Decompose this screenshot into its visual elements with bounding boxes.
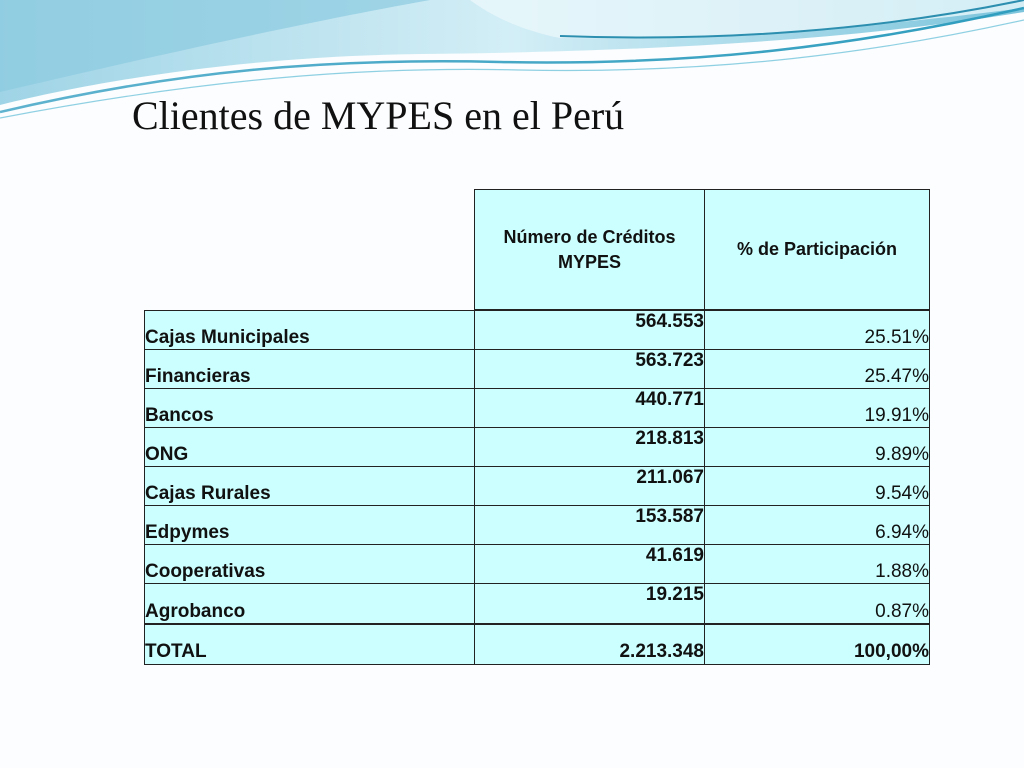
row-share: 1.88% bbox=[705, 544, 930, 583]
table-row bbox=[145, 427, 930, 466]
header-empty-cell bbox=[145, 190, 475, 311]
row-label: Edpymes bbox=[145, 505, 475, 544]
total-label: TOTAL bbox=[145, 624, 475, 664]
row-credits: 440.771 bbox=[475, 388, 705, 427]
row-label: ONG bbox=[145, 427, 475, 466]
mypes-table bbox=[144, 189, 930, 665]
row-credits: 218.813 bbox=[475, 427, 705, 466]
row-credits: 153.587 bbox=[475, 505, 705, 544]
row-credits: 19.215 bbox=[475, 583, 705, 624]
row-share: 9.54% bbox=[705, 466, 930, 505]
row-label: Cajas Rurales bbox=[145, 466, 475, 505]
row-label: Bancos bbox=[145, 388, 475, 427]
table-header-row bbox=[145, 190, 930, 311]
table-row bbox=[145, 544, 930, 583]
row-share: 6.94% bbox=[705, 505, 930, 544]
row-share: 25.51% bbox=[705, 310, 930, 349]
table-row bbox=[145, 310, 930, 349]
row-share: 0.87% bbox=[705, 583, 930, 624]
page-title: Clientes de MYPES en el Perú bbox=[132, 93, 625, 138]
header-share: % de Participación bbox=[705, 190, 930, 311]
row-credits: 211.067 bbox=[475, 466, 705, 505]
total-credits: 2.213.348 bbox=[475, 624, 705, 664]
table-row bbox=[145, 505, 930, 544]
row-label: Cajas Municipales bbox=[145, 310, 475, 349]
header-credits: Número de Créditos MYPES bbox=[475, 190, 705, 311]
row-share: 25.47% bbox=[705, 349, 930, 388]
total-row bbox=[145, 624, 930, 664]
row-label: Cooperativas bbox=[145, 544, 475, 583]
table-row bbox=[145, 349, 930, 388]
table-row bbox=[145, 583, 930, 624]
table-row bbox=[145, 388, 930, 427]
row-credits: 564.553 bbox=[475, 310, 705, 349]
row-credits: 41.619 bbox=[475, 544, 705, 583]
row-share: 19.91% bbox=[705, 388, 930, 427]
row-label: Agrobanco bbox=[145, 583, 475, 624]
total-share: 100,00% bbox=[705, 624, 930, 664]
row-credits: 563.723 bbox=[475, 349, 705, 388]
row-label: Financieras bbox=[145, 349, 475, 388]
row-share: 9.89% bbox=[705, 427, 930, 466]
table-row bbox=[145, 466, 930, 505]
